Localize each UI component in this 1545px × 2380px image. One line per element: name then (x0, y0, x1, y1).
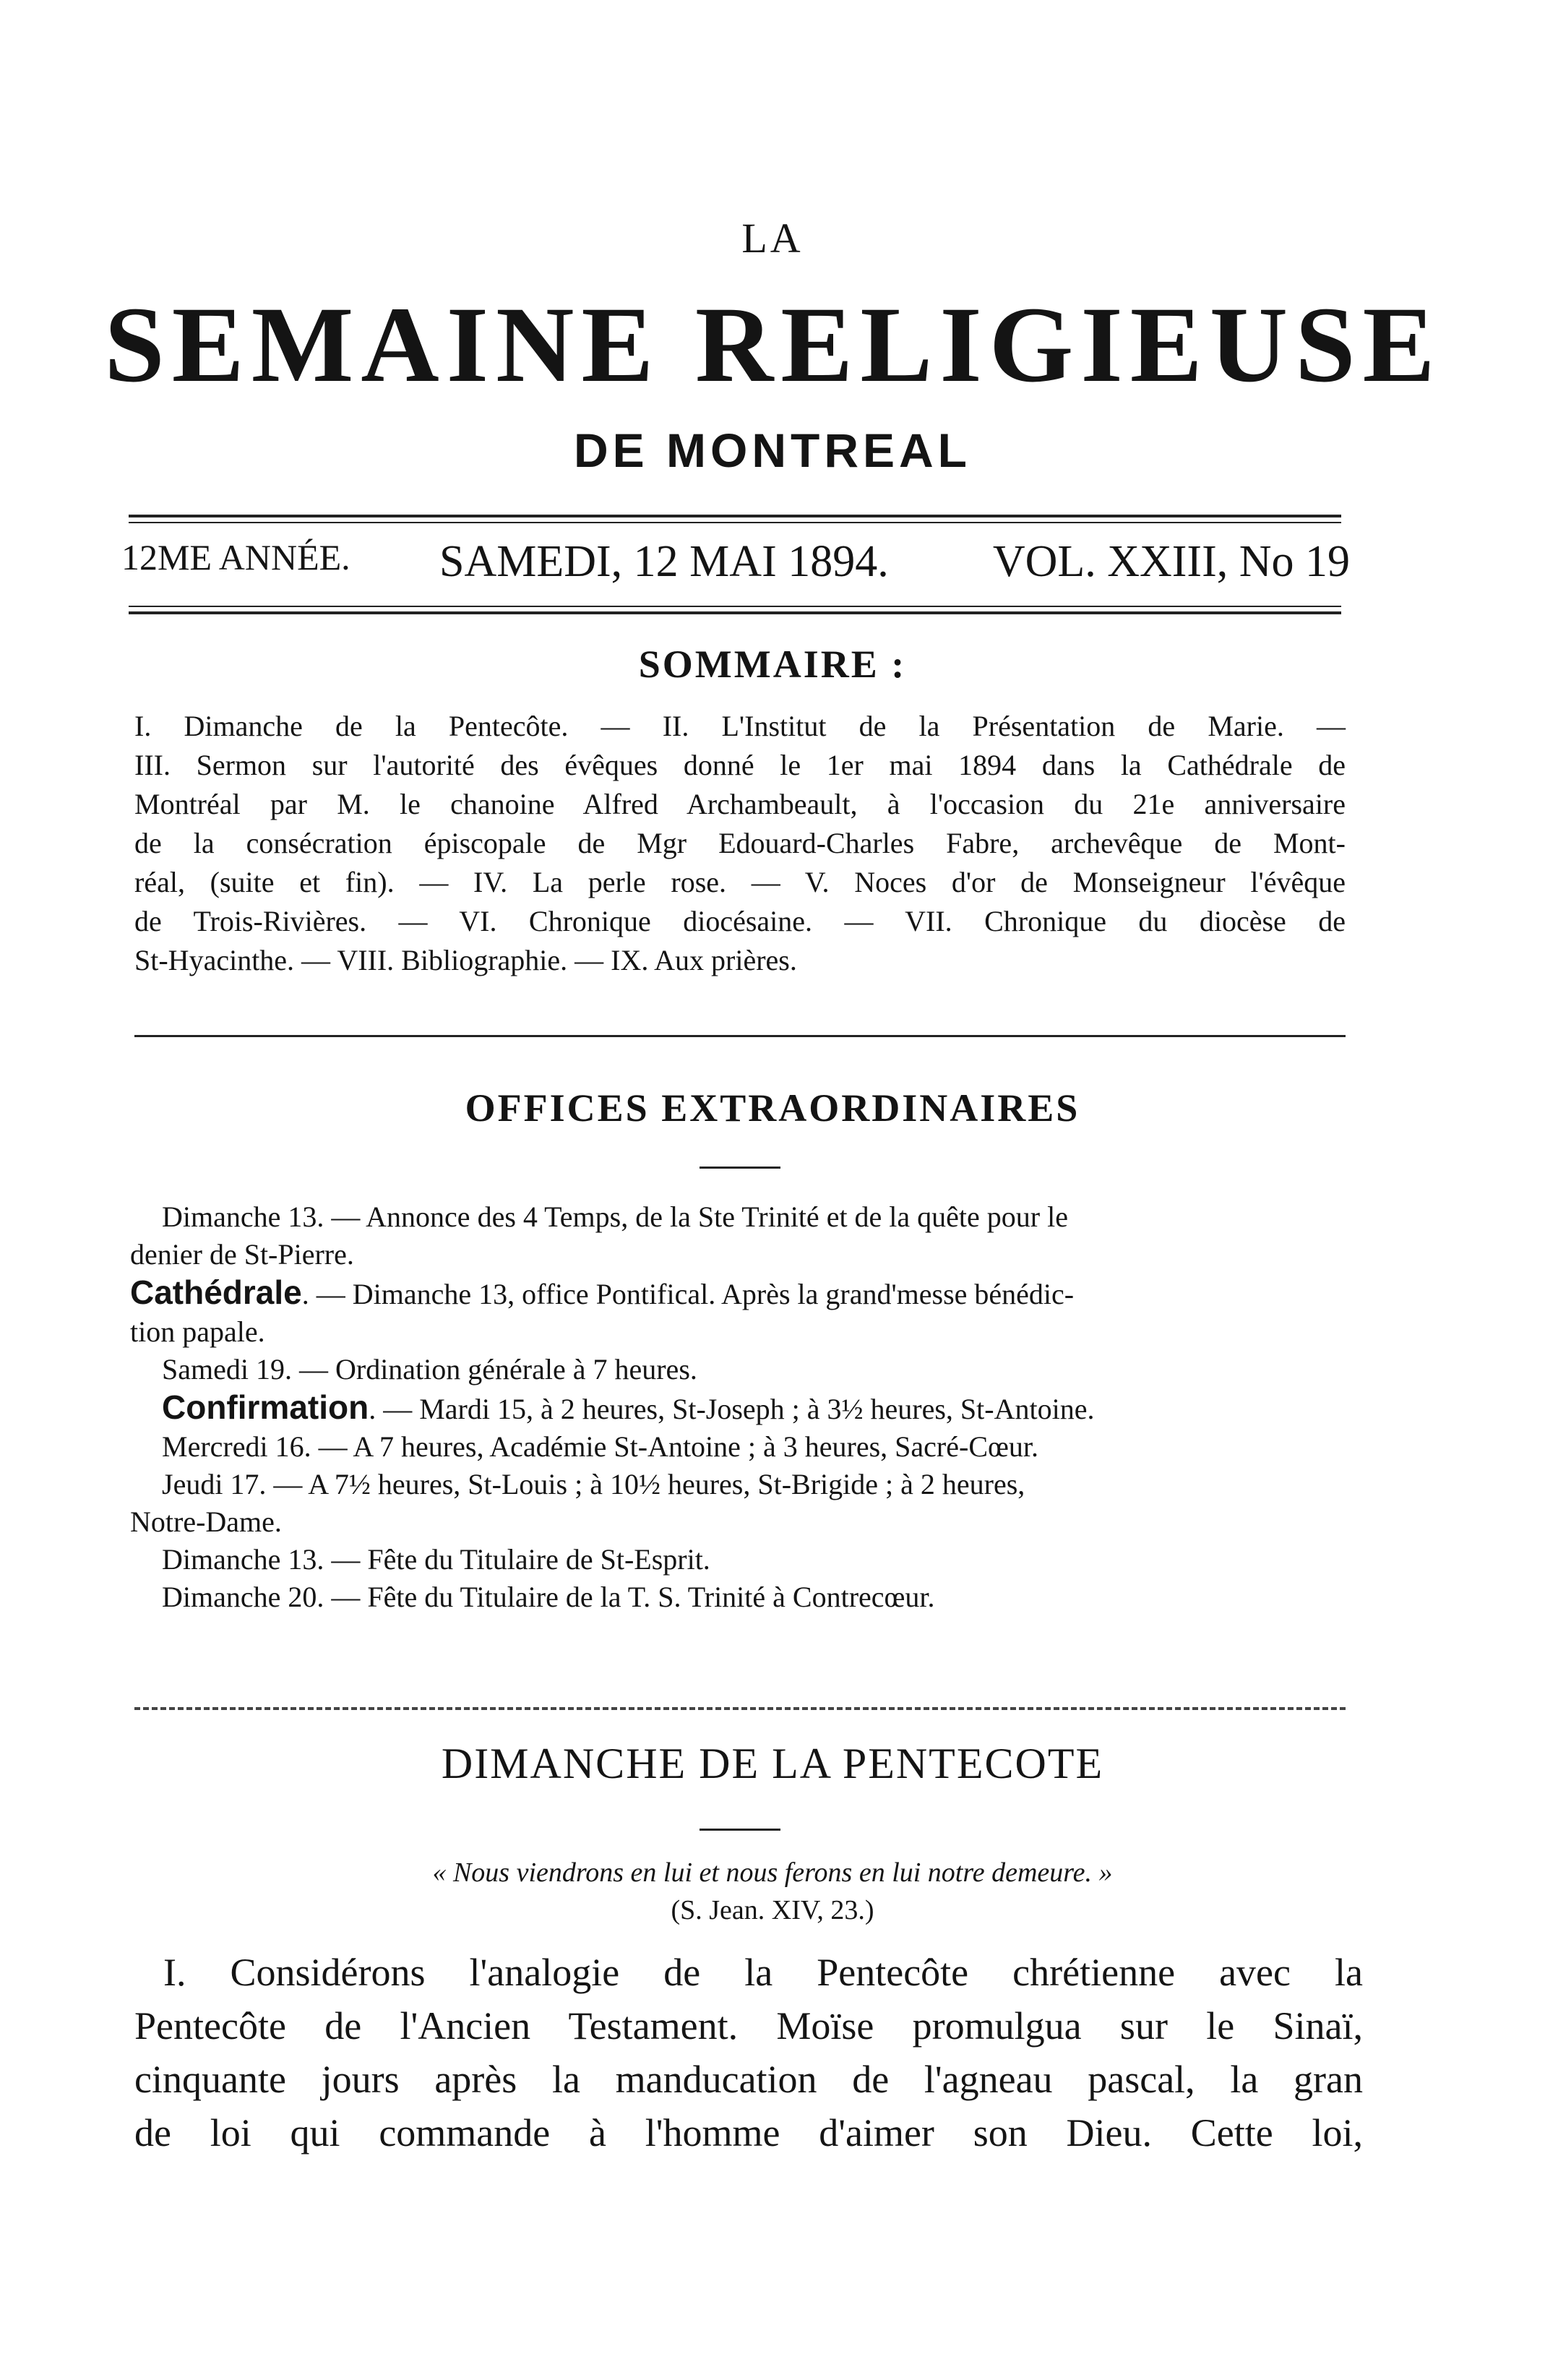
epigraph: « Nous viendrons en lui et nous ferons en lui notre demeure. » (432, 1857, 1113, 1888)
sommaire-heading: SOMMAIRE : (638, 643, 907, 686)
confirmation-text: . — Mardi 15, à 2 heures, St-Joseph ; à 3½ heures, St-Antoine. (369, 1393, 1095, 1425)
dateline-bottom-rule (129, 606, 1341, 607)
office-entry: tion papale. (130, 1315, 265, 1348)
article-line: I. Considérons l'analogie de la Pentecôte chrétienne avec la (163, 1951, 1363, 1994)
sommaire-line: de Trois-Rivières. — VI. Chronique diocésaine. — VII. Chronique du diocèse de (134, 905, 1346, 937)
office-entry-cathedrale (130, 1273, 1359, 1313)
dateline (121, 536, 1350, 594)
dateline-bottom-rule-2 (129, 611, 1341, 614)
article-heading-underline (700, 1829, 780, 1831)
masthead-title: SEMAINE RELIGIEUSE (104, 285, 1442, 405)
section-rule-dashed (134, 1707, 1346, 1710)
article-line: cinquante jours après la manducation de l'agneau pascal, la gran (134, 2058, 1363, 2101)
dateline-top-rule-2 (129, 522, 1341, 523)
cathedrale-text: . — Dimanche 13, office Pontifical. Après la grand'messe bénédic- (301, 1278, 1075, 1310)
office-entry: Dimanche 13. — Fête du Titulaire de St-Esprit. (162, 1543, 710, 1576)
offices-list (130, 1198, 1359, 1616)
cathedrale-label: Cathédrale (130, 1273, 302, 1311)
masthead-subtitle: DE MONTREAL (574, 424, 971, 477)
office-entry: Notre-Dame. (130, 1505, 282, 1538)
sommaire-line: Montréal par M. le chanoine Alfred Archambeault, à l'occasion du 21e anniversaire (134, 788, 1346, 820)
year-of-publication: 12ME ANNÉE. (121, 537, 350, 577)
sommaire-line: III. Sermon sur l'autorité des évêques donné le 1er mai 1894 dans la Cathédrale de (134, 749, 1346, 781)
office-entry: Jeudi 17. — A 7½ heures, St-Louis ; à 10½ heures, St-Brigide ; à 2 heures, (162, 1468, 1025, 1500)
article-heading: DIMANCHE DE LA PENTECOTE (441, 1740, 1104, 1787)
article-line: Pentecôte de l'Ancien Testament. Moïse promulgua sur le Sinaï, (134, 2004, 1363, 2048)
office-entry: Samedi 19. — Ordination générale à 7 heures. (162, 1353, 697, 1386)
office-entry: Mercredi 16. — A 7 heures, Académie St-Antoine ; à 3 heures, Sacré-Cœur. (162, 1430, 1039, 1463)
article-body (134, 1946, 1363, 2160)
sommaire-line: réal, (suite et fin). — IV. La perle rose. — V. Noces d'or de Monseigneur l'évêque (134, 866, 1346, 898)
article-line: de loi qui commande à l'homme d'aimer son Dieu. Cette loi, (134, 2111, 1363, 2155)
offices-heading: OFFICES EXTRAORDINAIRES (465, 1086, 1080, 1130)
confirmation-label: Confirmation (162, 1388, 369, 1426)
volume-number: VOL. XXIII, No 19 (992, 537, 1350, 586)
epigraph-reference: (S. Jean. XIV, 23.) (671, 1895, 874, 1925)
issue-date: SAMEDI, 12 MAI 1894. (439, 537, 889, 586)
sommaire-list (134, 707, 1346, 980)
office-entry: Dimanche 13. — Annonce des 4 Temps, de la Ste Trinité et de la quête pour le (162, 1200, 1068, 1233)
sommaire-line: St-Hyacinthe. — VIII. Bibliographie. — IX. Aux prières. (134, 944, 797, 976)
office-entry: Dimanche 20. — Fête du Titulaire de la T. S. Trinité à Contrecœur. (162, 1581, 935, 1613)
dateline-top-rule (129, 515, 1341, 517)
masthead-article: LA (741, 215, 804, 262)
sommaire-line: de la consécration épiscopale de Mgr Edouard-Charles Fabre, archevêque de Mont- (134, 827, 1346, 859)
section-rule (134, 1035, 1346, 1037)
sommaire-line: I. Dimanche de la Pentecôte. — II. L'Institut de la Présentation de Marie. — (134, 710, 1346, 742)
office-entry-confirmation (130, 1388, 1359, 1428)
offices-heading-underline (700, 1167, 780, 1169)
office-entry: denier de St-Pierre. (130, 1238, 354, 1271)
